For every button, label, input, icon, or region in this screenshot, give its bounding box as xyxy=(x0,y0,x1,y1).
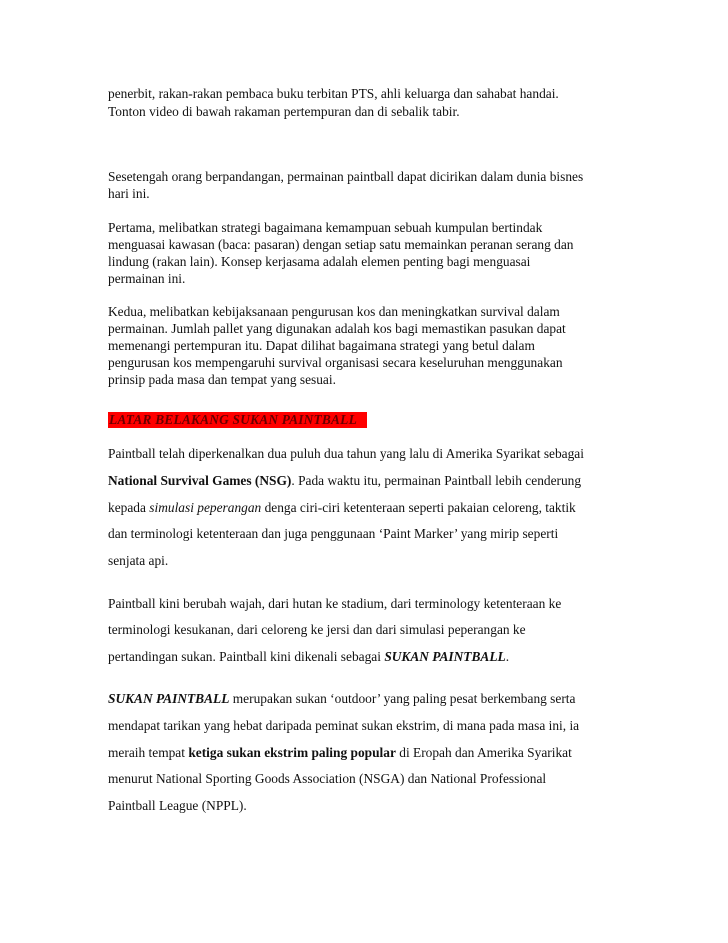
paragraph-line: pertandingan sukan. Paintball kini dikenali sebagai SUKAN PAINTBALL. xyxy=(108,649,510,664)
paragraph-line: Paintball telah diperkenalkan dua puluh dua tahun yang lalu di Amerika Syarikat sebagai xyxy=(108,446,584,461)
paragraph-line: mendapat tarikan yang hebat daripada peminat sukan ekstrim, di mana pada masa ini, ia xyxy=(108,718,580,733)
bold-italic-term: SUKAN PAINTBALL xyxy=(384,649,506,664)
paragraph-line: Pertama, melibatkan strategi bagaimana kemampuan sebuah kumpulan bertindak xyxy=(108,220,543,235)
paragraph-line: SUKAN PAINTBALL merupakan sukan ‘outdoor’ yang paling pesat berkembang serta xyxy=(108,691,576,706)
paragraph-line: menguasai kawasan (baca: pasaran) dengan setiap satu memainkan peranan serang dan xyxy=(108,237,574,252)
paragraph-line: menurut National Sporting Goods Association (NSGA) dan National Professional xyxy=(108,771,547,786)
paragraph-line: senjata api. xyxy=(108,553,169,568)
paragraph-line: dan terminologi ketenteraan dan juga penggunaan ‘Paint Marker’ yang mirip seperti xyxy=(108,526,559,541)
bold-italic-term: SUKAN PAINTBALL xyxy=(108,691,230,706)
paragraph-line: meraih tempat ketiga sukan ekstrim paling popular di Eropah dan Amerika Syarikat xyxy=(108,745,572,760)
paragraph-line: pengurusan kos mempengaruhi survival organisasi secara keseluruhan menggunakan xyxy=(108,355,563,370)
intro-line: penerbit, rakan-rakan pembaca buku terbitan PTS, ahli keluarga dan sahabat handai. xyxy=(108,86,559,101)
section-heading: LATAR BELAKANG SUKAN PAINTBALL xyxy=(108,412,367,428)
bold-term: National Survival Games (NSG) xyxy=(108,473,292,488)
paragraph-line: Sesetengah orang berpandangan, permainan paintball dapat dicirikan dalam dunia bisnes xyxy=(108,169,584,184)
paragraph-line: terminologi kesukanan, dari celoreng ke jersi dan dari simulasi peperangan ke xyxy=(108,622,526,637)
paragraph-line: permainan. Jumlah pallet yang digunakan adalah kos bagi memastikan pasukan dapat xyxy=(108,321,566,336)
paragraph-line: Paintball League (NPPL). xyxy=(108,798,247,813)
paragraph-line: Paintball kini berubah wajah, dari hutan ke stadium, dari terminology ketenteraan ke xyxy=(108,596,562,611)
paragraph-line: memenangi pertempuran itu. Dapat dilihat bagaimana strategi yang betul dalam xyxy=(108,338,535,353)
paragraph-line: Kedua, melibatkan kebijaksanaan pengurusan kos dan meningkatkan survival dalam xyxy=(108,304,560,319)
paragraph-line: permainan ini. xyxy=(108,271,186,286)
paragraph-line: lindung (rakan lain). Konsep kerjasama adalah elemen penting bagi menguasai xyxy=(108,254,531,269)
paragraph-line: National Survival Games (NSG). Pada waktu itu, permainan Paintball lebih cenderung xyxy=(108,473,582,488)
italic-term: simulasi peperangan xyxy=(149,500,262,515)
intro-line: Tonton video di bawah rakaman pertempuran dan di sebalik tabir. xyxy=(108,104,460,119)
paragraph-line: hari ini. xyxy=(108,186,150,201)
paragraph-line: kepada simulasi peperangan denga ciri-ciri ketenteraan seperti pakaian celoreng, taktik xyxy=(108,500,576,515)
paragraph-line: prinsip pada masa dan tempat yang sesuai. xyxy=(108,372,336,387)
bold-term: ketiga sukan ekstrim paling popular xyxy=(188,745,396,760)
